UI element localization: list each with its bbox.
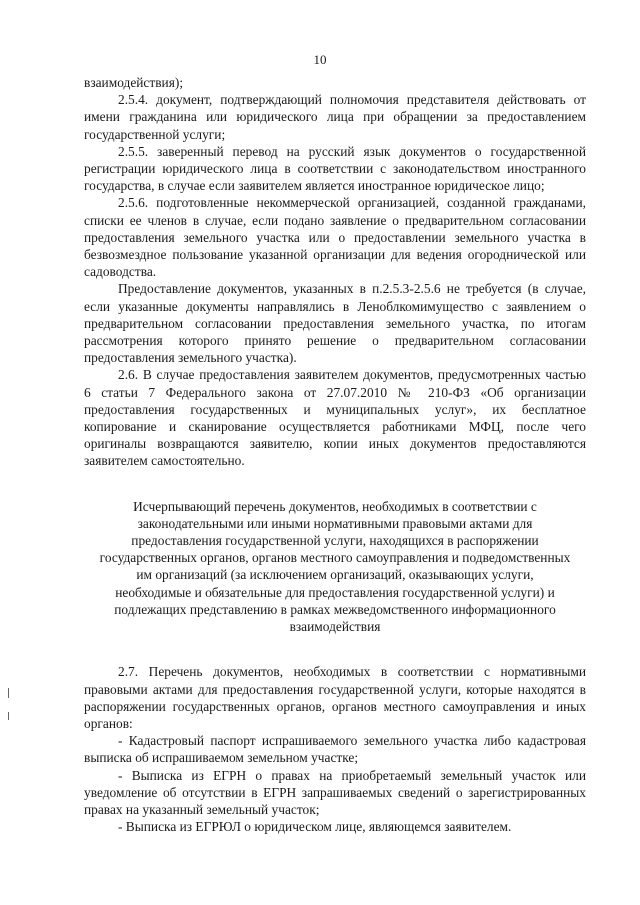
paragraph-continuation: взаимодействия); — [84, 75, 184, 90]
paragraph-2-5-6: 2.5.6. подготовленные некоммерческой организацией, созданной гражданами, списки ее членов в случае, если подано заявление о предварительном согласовании предоставления земельного участка или о предоставлении земельного участка в безвозмездное пользование указанной организации для ведения огороднической или садоводства. — [84, 195, 586, 280]
list-item-egrul: - Выписка из ЕГРЮЛ о юридическом лице, являющемся заявителем. — [118, 819, 512, 835]
paragraph-2-5-4: 2.5.4. документ, подтверждающий полномочия представителя действовать от имени гражданина или юридического лица при обращении за предоставлением государственной услуги; — [84, 92, 586, 142]
list-item-cadastral: - Кадастровый паспорт испрашиваемого земельного участка либо кадастровая выписка об испрашиваемом земельном участке; — [84, 733, 586, 766]
page-number: 10 — [313, 52, 327, 67]
document-body — [84, 74, 586, 835]
scan-margin-mark — [8, 688, 9, 698]
scan-margin-mark — [8, 712, 9, 720]
paragraph-2-5-5: 2.5.5. заверенный перевод на русский язык документов о государственной регистрации юридического лица в соответствии с законодательством иностранного государства, в случае если заявителем является иностранное юридическое лицо; — [84, 143, 586, 194]
list-item-egrn: - Выписка из ЕГРН о правах на приобретаемый земельный участок или уведомление об отсутствии в ЕГРН запрашиваемых сведений о зарегистрированных правах на указанный земельный участок; — [84, 767, 586, 817]
paragraph-2-7: 2.7. Перечень документов, необходимых в соответствии с нормативными правовыми актами для предоставления государственной услуги, которые находятся в распоряжении государственных органов, органов местного самоуправления и иных органов: — [84, 664, 586, 731]
section-heading: Исчерпывающий перечень документов, необходимых в соответствии с законодательными или иными нормативными правовыми актами для предоставления государственной услуги, находящихся в распоряжении государственных органов, органов местного самоуправления и подведомственных им организаций (за исключением организаций, оказывающих услуги, необходимые и обязательные для предоставления государственной услуги) и подлежащих представлению в рамках межведомственного информационного взаимодействия — [99, 498, 571, 635]
paragraph-exemption: Предоставление документов, указанных в п.2.5.3-2.5.6 не требуется (в случае, если указанные документы направлялись в Леноблкомимущество с заявлением о предварительном согласовании предоставления земельного участка, по итогам рассмотрения которого принято решение о предварительном согласовании предоставления земельного участка). — [84, 281, 586, 366]
paragraph-2-6: 2.6. В случае предоставления заявителем документов, предусмотренных частью 6 статьи 7 Федерального закона от 27.07.2010 № 210-ФЗ «Об организации предоставления государственных и муниципальных услуг», их бесплатное копирование и сканирование осуществляется работниками МФЦ, после чего оригиналы возвращаются заявителю, копии иных документов предоставляются заявителем самостоятельно. — [84, 367, 586, 469]
